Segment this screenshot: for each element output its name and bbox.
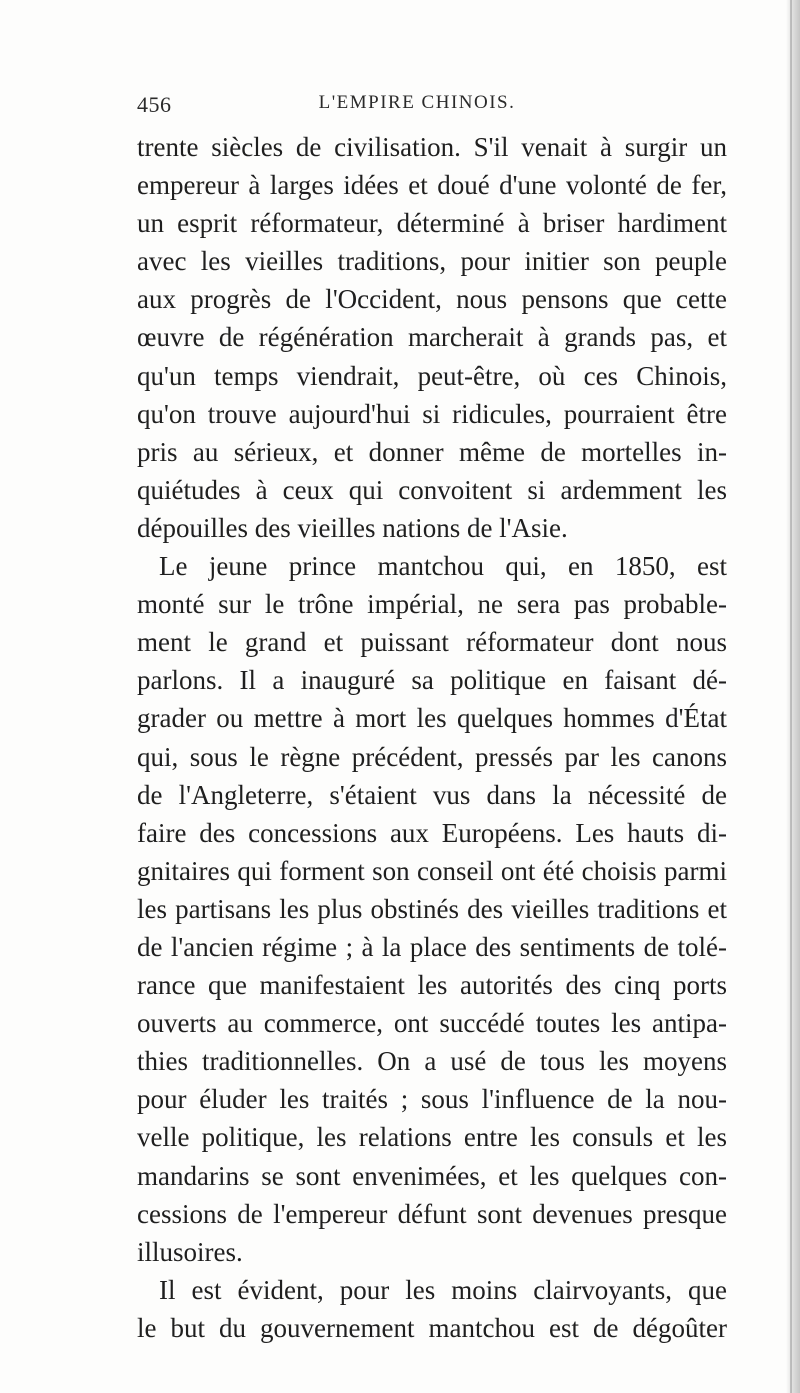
text-line: de l'Angleterre, s'étaient vus dans la nécessité de <box>137 779 727 810</box>
text-line: pour éluder les traités ; sous l'influence de la nou- <box>137 1084 727 1115</box>
text-line: ment le grand et puissant réformateur dont nous <box>137 627 727 658</box>
text-line: qu'un temps viendrait, peut-être, où ces Chinois, <box>137 360 727 391</box>
text-line: Le jeune prince mantchou qui, en 1850, est <box>159 551 727 582</box>
text-line: trente siècles de civilisation. S'il venait à surgir un <box>137 132 727 162</box>
page-edge-line <box>790 0 792 1393</box>
page-header <box>137 92 727 120</box>
text-line: faire des concessions aux Européens. Les hauts di- <box>137 817 727 848</box>
text-line: monté sur le trône impérial, ne sera pas probable- <box>137 589 727 620</box>
text-line: de l'ancien régime ; à la place des sentiments de tolé- <box>137 931 727 962</box>
text-line: le but du gouvernement mantchou est de dégoûter <box>137 1312 727 1343</box>
text-line: grader ou mettre à mort les quelques hommes d'État <box>137 703 727 734</box>
text-line: empereur à larges idées et doué d'une volonté de fer, <box>137 170 727 201</box>
text-line: rance que manifestaient les autorités des cinq ports <box>137 970 727 1001</box>
text-line: thies traditionnelles. On a usé de tous les moyens <box>137 1046 727 1077</box>
body-text <box>137 128 727 1347</box>
text-line: mandarins se sont envenimées, et les quelques con- <box>137 1160 727 1191</box>
running-title: L'EMPIRE CHINOIS. <box>318 92 516 113</box>
text-line: un esprit réformateur, déterminé à briser hardiment <box>137 208 727 239</box>
text-line: pris au sérieux, et donner même de mortelles in- <box>137 436 727 467</box>
text-line: illusoires. <box>137 1236 243 1267</box>
text-line: quiétudes à ceux qui convoitent si ardemment les <box>137 474 727 505</box>
text-line: aux progrès de l'Occident, nous pensons que cette <box>137 284 727 315</box>
text-line: Il est évident, pour les moins clairvoyants, que <box>159 1274 727 1305</box>
text-line: les partisans les plus obstinés des vieilles traditions et <box>137 893 727 924</box>
text-line: velle politique, les relations entre les consuls et les <box>137 1122 727 1153</box>
text-line: gnitaires qui forment son conseil ont été choisis parmi <box>137 855 727 886</box>
text-line: qui, sous le règne précédent, pressés par les canons <box>137 741 727 772</box>
text-line: dépouilles des vieilles nations de l'Asie. <box>137 512 568 543</box>
text-line: œuvre de régénération marcherait à grands pas, et <box>137 322 727 353</box>
text-line: qu'on trouve aujourd'hui si ridicules, pourraient être <box>137 398 727 429</box>
text-line: avec les vieilles traditions, pour initier son peuple <box>137 246 727 277</box>
text-line: parlons. Il a inauguré sa politique en faisant dé- <box>137 665 727 696</box>
text-line: cessions de l'empereur défunt sont devenues presque <box>137 1198 727 1229</box>
page-number: 456 <box>137 92 172 117</box>
page-edge-shadow <box>786 0 800 1393</box>
text-line: ouverts au commerce, ont succédé toutes les antipa- <box>137 1008 727 1039</box>
